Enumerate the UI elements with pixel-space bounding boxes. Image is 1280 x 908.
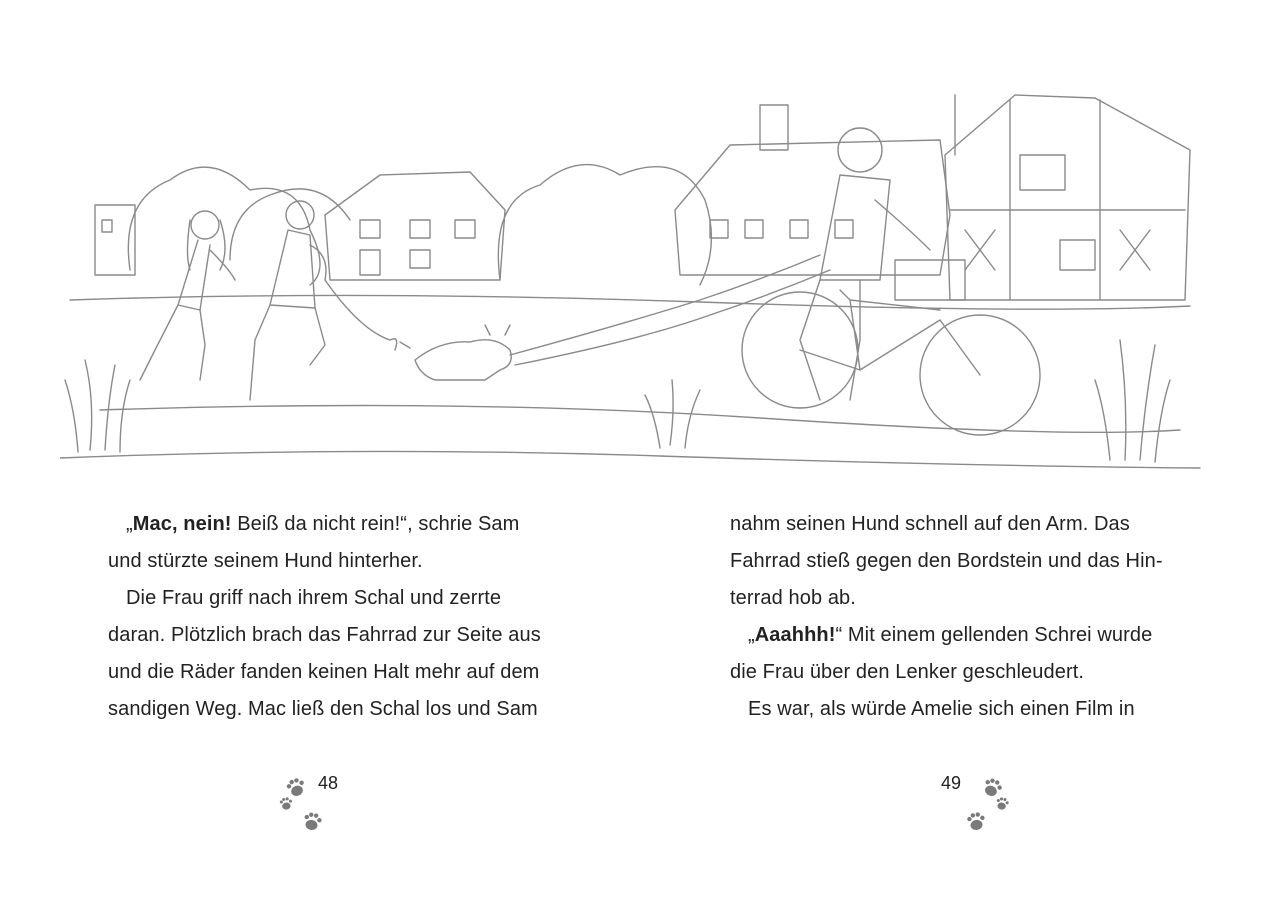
emphasized-text: Aaahhh! bbox=[754, 624, 836, 646]
text-run: die Frau über den Lenker geschleudert. bbox=[730, 661, 1085, 683]
text-run: daran. Plötzlich brach das Fahrrad zur Seite aus bbox=[108, 624, 541, 646]
text-line bbox=[730, 617, 1210, 654]
page-number-left: 48 bbox=[318, 773, 339, 793]
text-line bbox=[108, 617, 578, 654]
text-run: Beiß da nicht rein!“, schrie Sam bbox=[231, 513, 520, 535]
text-run: Es war, als würde Amelie sich einen Film in bbox=[748, 698, 1135, 720]
text-line bbox=[108, 654, 578, 691]
text-line bbox=[730, 506, 1210, 543]
text-run: Die Frau griff nach ihrem Schal und zerrte bbox=[126, 587, 502, 609]
text-line bbox=[730, 691, 1210, 728]
paw-prints-icon bbox=[276, 776, 336, 836]
text-line bbox=[108, 691, 578, 728]
page-number-right: 49 bbox=[941, 773, 962, 793]
text-line bbox=[730, 580, 1210, 617]
left-page-text bbox=[108, 506, 578, 728]
text-run: und die Räder fanden keinen Halt mehr auf dem bbox=[108, 661, 540, 683]
text-run: Fahrrad stieß gegen den Bordstein und das Hin- bbox=[730, 550, 1163, 572]
emphasized-text: Mac, nein! bbox=[132, 513, 232, 535]
text-line bbox=[108, 506, 578, 543]
text-run: und stürzte seinem Hund hinterher. bbox=[108, 550, 423, 572]
text-run: “ Mit einem gellenden Schrei wurde bbox=[835, 624, 1153, 646]
text-run: terrad hob ab. bbox=[730, 587, 856, 609]
text-run: sandigen Weg. Mac ließ den Schal los und Sam bbox=[108, 698, 538, 720]
text-line bbox=[108, 543, 578, 580]
text-run: „ bbox=[126, 513, 133, 535]
text-line bbox=[108, 580, 578, 617]
text-run: nahm seinen Hund schnell auf den Arm. Das bbox=[730, 513, 1130, 535]
pencil-illustration-street-scene bbox=[60, 80, 1210, 480]
text-line bbox=[730, 654, 1210, 691]
right-page-text bbox=[730, 506, 1210, 728]
text-line bbox=[730, 543, 1210, 580]
text-run: „ bbox=[748, 624, 755, 646]
paw-prints-icon bbox=[952, 776, 1012, 836]
